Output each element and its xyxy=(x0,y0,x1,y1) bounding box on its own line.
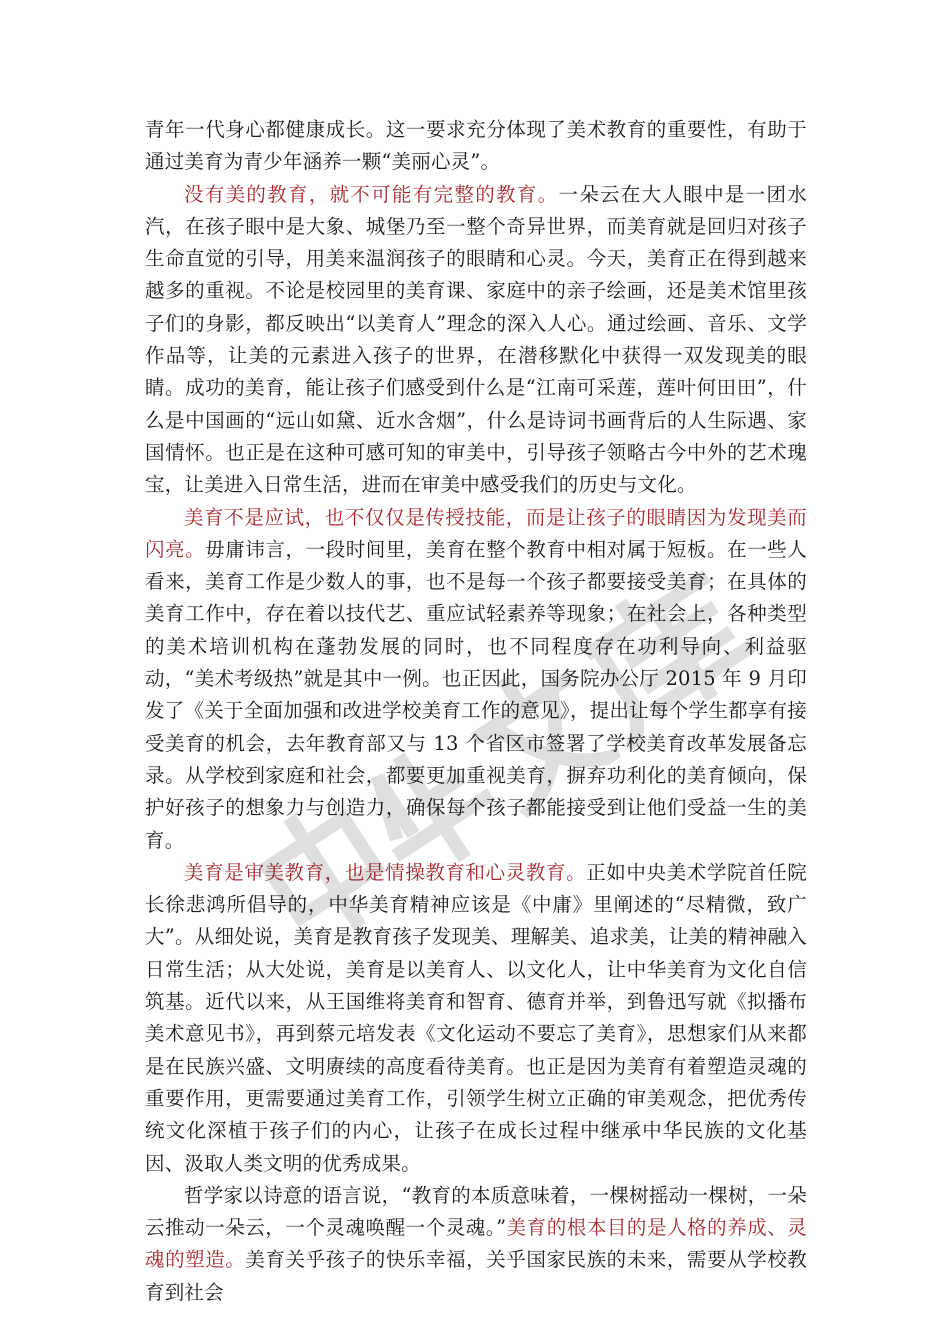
body-text: 青年一代身心都健康成长。这一要求充分体现了美术教育的重要性，有助于通过美育为青少年涵养一颗“美丽心灵”。 xyxy=(145,118,807,174)
highlight-sentence: 美育的根本目的是人格的养成、灵魂的塑造。 xyxy=(145,1216,807,1272)
body-text: 哲学家以诗意的语言说，“教育的本质意味着，一棵树摇动一棵树，一朵云推动一朵云，一个灵魂唤醒一个灵魂。” xyxy=(145,1183,807,1240)
body-text: 正如中央美术学院首任院长徐悲鸿所倡导的，中华美育精神应该是《中庸》里阐述的“尽精微，致广大”。从细处说，美育是教育孩子发现美、理解美、追求美，让美的精神融入日常生活；从大处说，美育是以美育人、以文化人，让中华美育为文化自信筑基。近代以来，从王国维将美育和智育、德育并举，到鲁迅写就《拟播布美术意见书》，再到蔡元培发表《文化运动不要忘了美育》，思想家们从来都是在民族兴盛、文明赓续的高度看待美育。也正是因为美育有着塑造灵魂的重要作用，更需要通过美育工作，引领学生树立正确的审美观念，把优秀传统文化深植于孩子们的内心，让孩子在成长过程中继承中华民族的文化基因、汲取人类文明的优秀成果。 xyxy=(145,860,807,1175)
highlight-sentence: 没有美的教育，就不可能有完整的教育。 xyxy=(184,182,559,206)
body-text: 毋庸讳言，一段时间里，美育在整个教育中相对属于短板。在一些人看来，美育工作是少数人的事，也不是每一个孩子都要接受美育；在具体的美育工作中，存在着以技代艺、重应试轻素养等现象；在社会上，各种类型的美术培训机构在蓬勃发展的同时，也不同程度存在功利导向、利益驱动，“美术考级热”就是其中一例。也正因此，国务院办公厅 2015 年 9 月印发了《关于全面加强和改进学校美育工作的意见》，提出让每个学生都享有接受美育的机会，去年教育部又与 13 个省区市签署了学校美育改革发展备忘录。从学校到家庭和社会，都要更加重视美育，摒弃功利化的美育倾向，保护好孩子的想象力与创造力，确保每个孩子都能接受到让他们受益一生的美育。 xyxy=(145,537,807,852)
paragraph-3 xyxy=(145,502,807,857)
paragraph-5 xyxy=(145,1180,807,1309)
body-text: 一朵云在大人眼中是一团水汽，在孩子眼中是大象、城堡乃至一整个奇异世界，而美育就是回归对孩子生命直觉的引导，用美来温润孩子的眼睛和心灵。今天，美育正在得到越来越多的重视。不论是校园里的美育课、家庭中的亲子绘画，还是美术馆里孩子们的身影，都反映出“以美育人”理念的深入人心。通过绘画、音乐、文学作品等，让美的元素进入孩子的世界，在潜移默化中获得一双发现美的眼睛。成功的美育，能让孩子们感受到什么是“江南可采莲，莲叶何田田”，什么是中国画的“远山如黛、近水含烟”，什么是诗词书画背后的人生际遇、家国情怀。也正是在这种可感可知的审美中，引导孩子领略古今中外的艺术瑰宝，让美进入日常生活，进而在审美中感受我们的历史与文化。 xyxy=(145,182,807,497)
paragraph-4 xyxy=(145,857,807,1180)
highlight-sentence: 美育是审美教育，也是情操教育和心灵教育。 xyxy=(184,860,587,884)
paragraph-2 xyxy=(145,179,807,502)
paragraph-1 xyxy=(145,114,807,179)
body-text: 美育关乎孩子的快乐幸福，关乎国家民族的未来，需要从学校教育到社会 xyxy=(145,1248,807,1304)
highlight-sentence: 美育不是应试，也不仅仅是传授技能，而是让孩子的眼睛因为发现美而闪亮。 xyxy=(145,505,807,561)
document-body xyxy=(145,114,807,1309)
